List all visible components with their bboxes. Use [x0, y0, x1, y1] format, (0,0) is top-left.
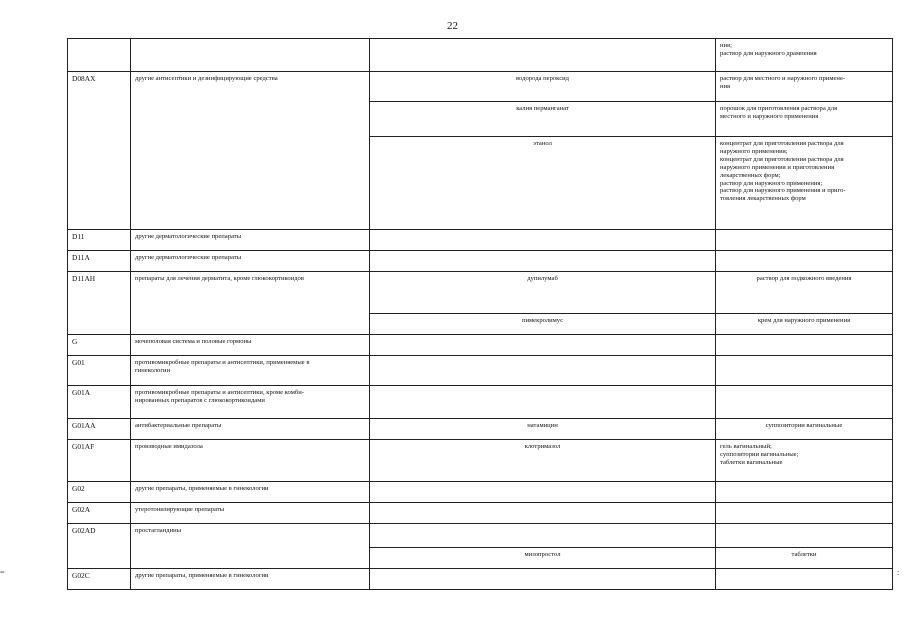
dosage-form: концентрат для приготовления раствора для наружного применения; концентрат для приготовления раствора для наружного применения и приготовления лекарственных форм; раствор для наружного применения; раствор для наружного применения и приго- товления лекарственных форм [716, 137, 893, 230]
dosage-form [716, 569, 893, 590]
dosage-form: крем для наружного применения [716, 314, 893, 335]
group-name: противомикробные препараты и антисептики, применяемые в гинекологии [131, 356, 370, 386]
drug-name [370, 482, 716, 503]
table-row [68, 386, 893, 419]
table-row [68, 482, 893, 503]
group-name [131, 39, 370, 72]
table-row [68, 503, 893, 524]
atc-code: G [68, 335, 131, 356]
drug-name [370, 39, 716, 72]
table-row [68, 419, 893, 440]
dosage-form: ния; раствор для наружного дрампения [716, 39, 893, 72]
drug-name: водорода пероксид [370, 72, 716, 102]
atc-code: G01AA [68, 419, 131, 440]
dosage-form [716, 503, 893, 524]
atc-code: G02C [68, 569, 131, 590]
atc-code: D11A [68, 251, 131, 272]
drug-name [370, 230, 716, 251]
dosage-form: порошок для приготовления раствора для местного и наружного применения [716, 102, 893, 137]
group-name: мочеполовая система и половые гормоны [131, 335, 370, 356]
table-row [68, 569, 893, 590]
dosage-form [716, 482, 893, 503]
atc-code: D11 [68, 230, 131, 251]
dosage-form [716, 386, 893, 419]
group-name: другие дерматологические препараты [131, 251, 370, 272]
dosage-form [716, 524, 893, 548]
dosage-form [716, 335, 893, 356]
table-row [68, 230, 893, 251]
atc-code: G02 [68, 482, 131, 503]
group-name: другие препараты, применяемые в гинекологии [131, 569, 370, 590]
group-name: утеротонизирующие препараты [131, 503, 370, 524]
atc-code: G01AF [68, 440, 131, 482]
dosage-form: раствор для подкожного введения [716, 272, 893, 314]
atc-code: G02A [68, 503, 131, 524]
table-row [68, 72, 893, 102]
table-row [68, 335, 893, 356]
table-row [68, 440, 893, 482]
table-row [68, 272, 893, 314]
drug-name: этанол [370, 137, 716, 230]
drug-name: натамицин [370, 419, 716, 440]
dosage-form: гель вагинальный; суппозитории вагинальные; таблетки вагинальные [716, 440, 893, 482]
atc-code: G01 [68, 356, 131, 386]
group-name: препараты для лечения дерматита, кроме глюкокортикоидов [131, 272, 370, 335]
atc-code: D08AX [68, 72, 131, 230]
atc-code: G02AD [68, 524, 131, 569]
dosage-form: таблетки [716, 548, 893, 569]
drug-name: мизопростол [370, 548, 716, 569]
group-name: простагландины [131, 524, 370, 569]
dosage-form: суппозитории вагинальные [716, 419, 893, 440]
group-name: другие дерматологические препараты [131, 230, 370, 251]
atc-code: G01A [68, 386, 131, 419]
dosage-form: раствор для местного и наружного примене- ния [716, 72, 893, 102]
right-edge-mark: : [897, 568, 900, 577]
drug-list-table [67, 38, 893, 590]
drug-name [370, 503, 716, 524]
table-row [68, 251, 893, 272]
group-name: противомикробные препараты и антисептики, кроме комби- нированных препаратов с глюкокортикоидами [131, 386, 370, 419]
drug-name: дупилумаб [370, 272, 716, 314]
atc-code: D11AH [68, 272, 131, 335]
dosage-form [716, 356, 893, 386]
drug-name: калия перманганат [370, 102, 716, 137]
drug-name [370, 335, 716, 356]
drug-name [370, 251, 716, 272]
group-name: другие препараты, применяемые в гинекологии [131, 482, 370, 503]
page-number: 22 [447, 20, 458, 32]
table-row [68, 356, 893, 386]
table-row [68, 39, 893, 72]
drug-name [370, 386, 716, 419]
left-edge-mark: = [0, 568, 5, 577]
atc-code [68, 39, 131, 72]
group-name: другие антисептики и дезинфицирующие средства [131, 72, 370, 230]
table-row [68, 524, 893, 548]
drug-name: клотримазол [370, 440, 716, 482]
group-name: производные имидазола [131, 440, 370, 482]
drug-name [370, 569, 716, 590]
group-name: антибактериальные препараты [131, 419, 370, 440]
drug-name [370, 356, 716, 386]
dosage-form [716, 251, 893, 272]
drug-name: пимекролимус [370, 314, 716, 335]
drug-name [370, 524, 716, 548]
dosage-form [716, 230, 893, 251]
